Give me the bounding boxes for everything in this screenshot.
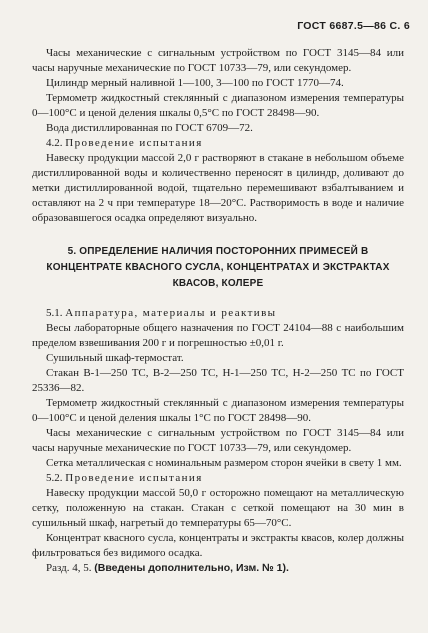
section-5-title: 5. ОПРЕДЕЛЕНИЕ НАЛИЧИЯ ПОСТОРОННИХ ПРИМЕСЕЙ В КОНЦЕНТРАТЕ КВАСНОГО СУСЛА, КОНЦЕНТРАТАХ И ЭКСТРАКТАХ КВАСОВ, КОЛЕРЕ xyxy=(46,246,390,289)
subsection-title: Аппаратура, материалы и реактивы xyxy=(65,307,277,319)
subsection-number: 4.2. xyxy=(46,137,63,149)
paragraph-thermometer: Термометр жидкостный стеклянный с диапазоном измерения температуры 0—100°С и ценой деления шкалы 0,5°С по ГОСТ 28498—90. xyxy=(32,92,404,119)
paragraph-water: Вода дистиллированная по ГОСТ 6709—72. xyxy=(46,122,253,134)
paragraph-scales: Весы лабораторные общего назначения по ГОСТ 24104—88 с наибольшим пределом взвешивания 200 г и погрешностью ±0,01 г. xyxy=(32,322,404,349)
paragraph-oven: Сушильный шкаф-термостат. xyxy=(46,352,184,364)
subsection-heading-4-2 xyxy=(32,136,404,151)
subsection-title: Проведение испытания xyxy=(65,137,203,149)
subsection-heading-5-2 xyxy=(32,471,404,486)
amendment-ref: Разд. 4, 5. xyxy=(46,562,92,574)
paragraph-thermometer-2: Термометр жидкостный стеклянный с диапазоном измерения температуры 0—100°С и ценой деления шкалы 1°С по ГОСТ 28498—90. xyxy=(32,397,404,424)
paragraph-clock: Часы механические с сигнальным устройством по ГОСТ 3145—84 или часы наручные механические по ГОСТ 10733—79, или секундомер. xyxy=(32,47,404,74)
paragraph-filtration: Концентрат квасного сусла, концентраты и экстракты квасов, колер должны фильтроваться без видимого осадка. xyxy=(32,532,404,559)
document-body xyxy=(32,46,404,576)
paragraph-mesh: Сетка металлическая с номинальным размером сторон ячейки в свету 1 мм. xyxy=(46,457,402,469)
paragraph-clock-2: Часы механические с сигнальным устройством по ГОСТ 3145—84 или часы наручные механические по ГОСТ 10733—79, или секундомер. xyxy=(32,427,404,454)
page-header: ГОСТ 6687.5—86 С. 6 xyxy=(297,20,410,32)
paragraph-cylinder: Цилиндр мерный наливной 1—100, 3—100 по ГОСТ 1770—74. xyxy=(46,77,344,89)
subsection-number: 5.1. xyxy=(46,307,63,319)
paragraph-sample-procedure: Навеску продукции массой 50,0 г осторожно помещают на металлическую сетку, положенную на стакан. Стакан с сеткой помещают на 30 мин в сушильный шкаф, нагретый до температуры 65—70°С. xyxy=(32,487,404,529)
paragraph-amendment xyxy=(32,561,404,576)
amendment-note: (Введены дополнительно, Изм. № 1). xyxy=(94,562,289,574)
subsection-heading-5-1 xyxy=(32,306,404,321)
paragraph-beakers: Стакан В-1—250 ТС, В-2—250 ТС, Н-1—250 ТС, Н-2—250 ТС по ГОСТ 25336—82. xyxy=(32,367,404,394)
subsection-number: 5.2. xyxy=(46,472,63,484)
paragraph-solubility-test: Навеску продукции массой 2,0 г растворяют в стакане в небольшом объеме дистиллированной воды и количественно переносят в цилиндр, доливают до метки дистиллированной водой, тщательно перемешивают взбалтыванием и оставляют на 2 ч при температуре 18—20°С. Растворимость в воде и наличие образовавшегося осадка определяют визуально. xyxy=(32,152,404,224)
subsection-title: Проведение испытания xyxy=(65,472,203,484)
